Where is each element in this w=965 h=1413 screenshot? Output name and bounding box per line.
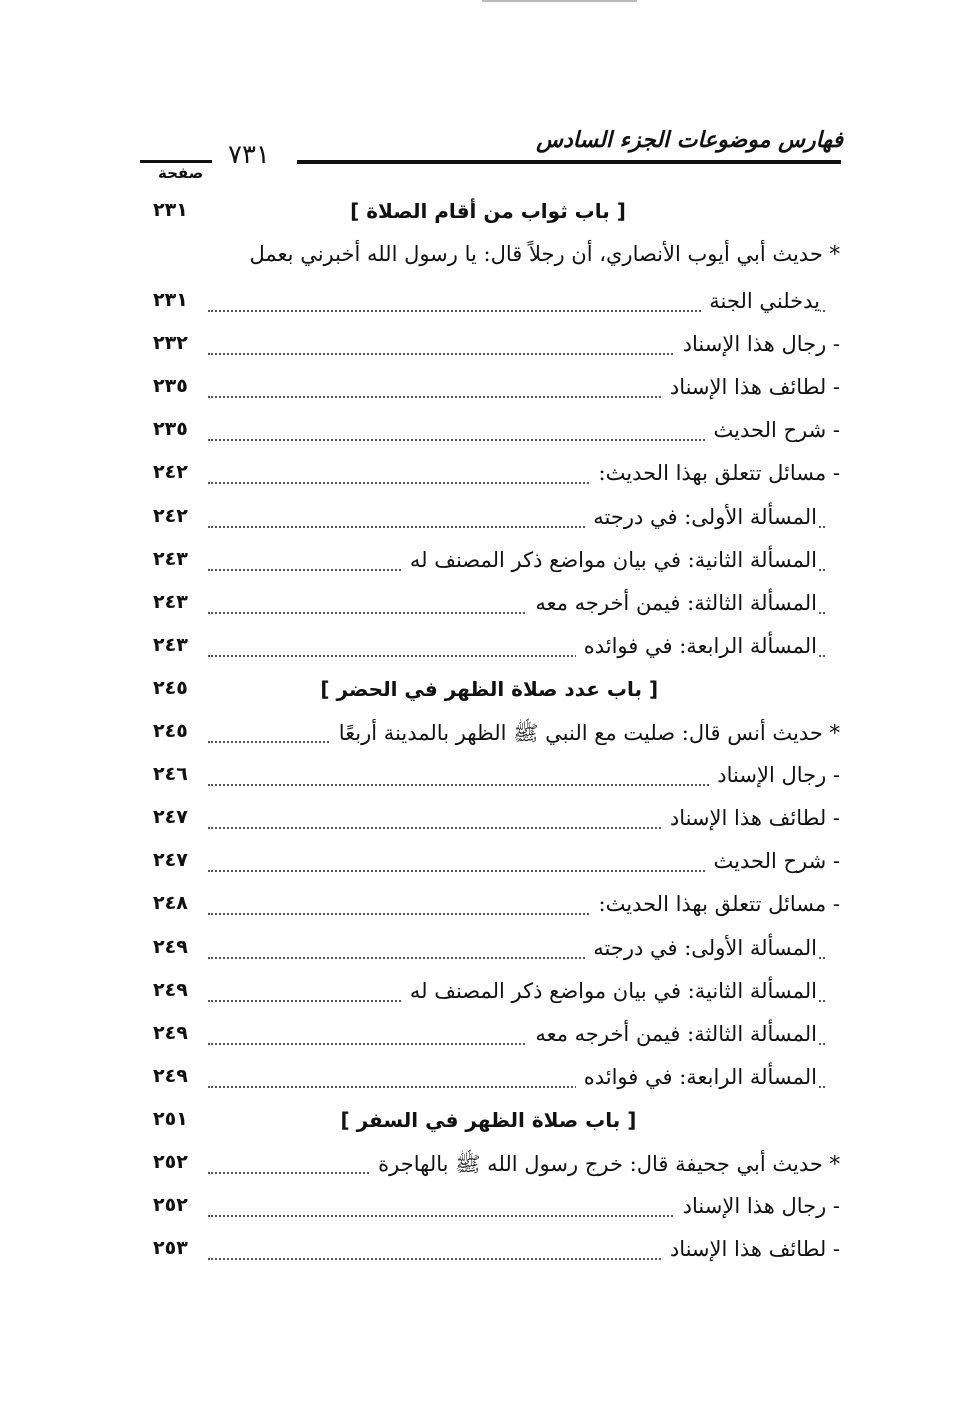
toc-page-number: ٢٥٣	[153, 1237, 188, 1260]
toc-page-number: ٢٤٧	[153, 849, 188, 872]
top-edge-rule	[482, 0, 637, 2]
toc-page-number: ٢٤٣	[153, 633, 188, 656]
toc-page-number: ٢٣٥	[153, 418, 188, 441]
page-column-rule	[140, 160, 212, 163]
toc-entry-text: - رجال الإسناد	[709, 763, 840, 787]
toc-row	[0, 930, 965, 973]
toc-entry-text: المسألة الرابعة: في فوائده	[576, 634, 817, 658]
toc-row	[0, 757, 965, 800]
toc-row	[0, 236, 965, 283]
toc-entry-text: المسألة الأولى: في درجته	[585, 505, 817, 529]
toc-page-number: ٢٤٩	[153, 978, 188, 1001]
toc-row	[0, 369, 965, 412]
toc-entry-text: * حديث أبي أيوب الأنصاري، أن رجلاً قال: يا رسول الله أخبرني بعمل	[242, 242, 841, 266]
toc-entry-text: - شرح الحديث	[706, 418, 840, 442]
toc-page-number: ٢٤٩	[153, 1064, 188, 1087]
toc-row	[0, 455, 965, 498]
toc-entry-text: - لطائف هذا الإسناد	[662, 806, 840, 830]
toc-entry-text: - لطائف هذا الإسناد	[662, 375, 840, 399]
toc-entry-text: - مسائل تتعلق بهذا الحديث:	[591, 892, 840, 916]
toc-page-number: ٢٤٩	[153, 1021, 188, 1044]
toc-row	[0, 1016, 965, 1059]
toc-entry-text: * حديث أنس قال: صليت مع النبي ﷺ الظهر بالمدينة أربعًا	[331, 720, 840, 751]
toc-row	[0, 1145, 965, 1188]
section-heading: [ باب صلاة الظهر في السفر ]	[340, 1107, 637, 1132]
toc-row	[0, 843, 965, 886]
toc-page-number: ٢٣١	[153, 289, 188, 312]
toc-entry-text: - لطائف هذا الإسناد	[662, 1237, 840, 1261]
toc-row	[0, 542, 965, 585]
toc-page-number: ٢٥١	[153, 1107, 188, 1130]
toc-entry-text: - رجال هذا الإسناد	[675, 1194, 840, 1218]
header-rule	[297, 160, 841, 164]
toc-page-number: ٢٤٣	[153, 590, 188, 613]
toc-page-number: ٢٤٩	[153, 935, 188, 958]
toc-entry-text: * حديث أبي جحيفة قال: خرج رسول الله ﷺ بالهاجرة	[370, 1151, 840, 1182]
toc-page-number: ٢٤٥	[153, 676, 188, 699]
toc-entry-text: المسألة الأولى: في درجته	[585, 936, 817, 960]
toc-page-number: ٢٤٥	[153, 720, 188, 743]
toc-page-number: ٢٣٢	[153, 332, 188, 355]
toc-page-number: ٢٤٢	[153, 504, 188, 527]
toc-row	[0, 886, 965, 929]
toc-entry-text: يدخلني الجنة	[701, 289, 820, 313]
toc-row	[0, 412, 965, 455]
toc-entry-text: المسألة الثانية: في بيان مواضع ذكر المصنف له	[402, 548, 817, 572]
running-title: فهارس موضوعات الجزء السادس	[536, 128, 843, 153]
section-heading: [ باب ثواب من أقام الصلاة ]	[350, 199, 626, 223]
page-column-label: صفحة	[158, 164, 204, 182]
section-heading-row	[0, 1102, 965, 1145]
page-number: ٧٣١	[228, 140, 270, 170]
toc-page-number: ٢٤٨	[153, 892, 188, 915]
section-heading: [ باب عدد صلاة الظهر في الحضر ]	[320, 676, 659, 701]
page-header	[0, 120, 965, 195]
section-heading-row	[0, 671, 965, 714]
toc-page-number: ٢٥٢	[153, 1150, 188, 1173]
toc-entry-text: - شرح الحديث	[706, 849, 840, 873]
toc-row	[0, 283, 965, 326]
toc-entry-text: المسألة الثانية: في بيان مواضع ذكر المصنف له	[402, 979, 817, 1003]
table-of-contents	[0, 193, 965, 1274]
toc-page-number: ٢٥٢	[153, 1194, 188, 1217]
toc-entry-text: المسألة الثالثة: فيمن أخرجه معه	[527, 1022, 817, 1046]
toc-entry-text: - رجال هذا الإسناد	[675, 332, 840, 356]
toc-page-number: ٢٤٢	[153, 461, 188, 484]
toc-row	[0, 714, 965, 757]
toc-row	[0, 585, 965, 628]
toc-page-number: ٢٤٣	[153, 547, 188, 570]
toc-row	[0, 326, 965, 369]
toc-row	[0, 1188, 965, 1231]
toc-row	[0, 499, 965, 542]
toc-page-number: ٢٣١	[153, 199, 188, 221]
toc-page-number: ٢٣٥	[153, 375, 188, 398]
toc-row	[0, 628, 965, 671]
toc-row	[0, 973, 965, 1016]
toc-entry-text: - مسائل تتعلق بهذا الحديث:	[591, 461, 840, 485]
toc-page-number: ٢٤٧	[153, 806, 188, 829]
toc-row	[0, 800, 965, 843]
toc-page-number: ٢٤٦	[153, 763, 188, 786]
section-heading-row	[0, 193, 965, 236]
toc-entry-text: المسألة الثالثة: فيمن أخرجه معه	[527, 591, 817, 615]
toc-row	[0, 1231, 965, 1274]
toc-row	[0, 1059, 965, 1102]
toc-entry-text: المسألة الرابعة: في فوائده	[576, 1065, 817, 1089]
